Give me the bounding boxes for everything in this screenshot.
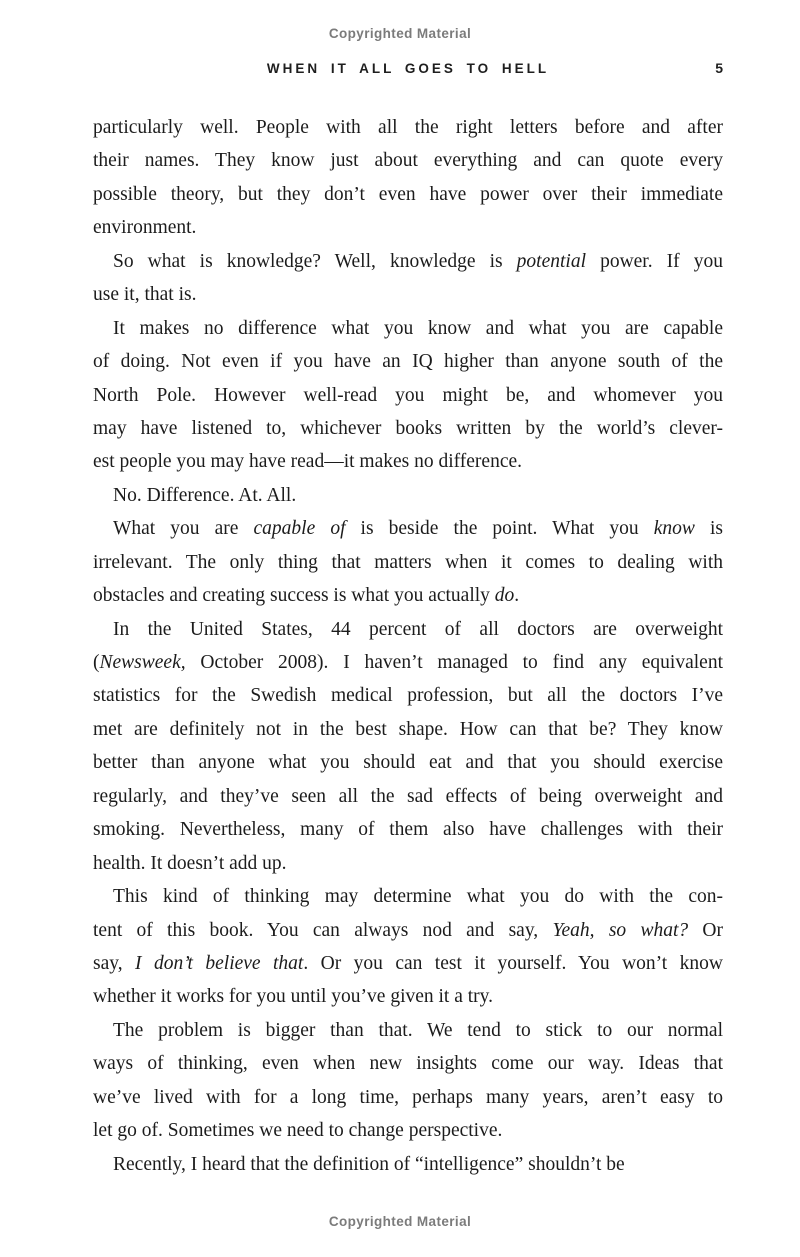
text-line [93,312,723,345]
text-line [93,914,723,947]
text-line [93,613,723,646]
text-line [93,1047,723,1080]
text-segment: . Or you can test it yourself. You won’t know [303,952,723,974]
text-segment: North Pole. However well-read you might be, and whomever you [93,384,723,406]
text-segment: ways of thinking, even when new insights come our way. Ideas that [93,1053,723,1075]
text-line [93,379,723,412]
copyright-notice-bottom: Copyrighted Material [328,1214,472,1229]
text-line [93,245,723,278]
running-header [93,61,723,77]
text-segment: particularly well. People with all the right letters before and after [93,117,723,138]
text-line [93,1114,723,1147]
text-segment: The problem is bigger than that. We tend to stick to our normal [113,1019,723,1041]
text-segment: est people you may have read—it makes no difference. [93,451,523,473]
text-segment: smoking. Nevertheless, many of them also have challenges with their [93,819,723,841]
text-line [93,178,723,211]
text-segment: is [694,518,723,540]
text-segment: Recently, I heard that the definition of “intelligence” shouldn’t be [113,1153,625,1175]
text-line [93,646,723,679]
text-segment-italic: Yeah, so what? [552,919,689,941]
text-line [93,144,723,177]
chapter-title: WHEN IT ALL GOES TO HELL [266,61,550,76]
text-segment: In the United States, 44 percent of all doctors are overweight [113,618,723,640]
text-line [93,546,723,579]
text-segment: . [514,585,520,607]
text-segment: environment. [93,217,197,239]
text-segment: No. Difference. At. All. [113,484,297,506]
text-segment: obstacles and creating success is what you actually [93,585,495,607]
text-segment: health. It doesn’t add up. [93,852,287,874]
text-line [93,412,723,445]
text-line [93,111,723,144]
text-segment: It makes no difference what you know and what you are capable [113,317,723,339]
text-segment: ( [93,652,100,673]
text-segment-italic: I don’t believe that [135,952,304,974]
text-line [93,211,723,244]
text-segment: irrelevant. The only thing that matters when it comes to dealing with [93,551,723,573]
text-segment: better than anyone what you should eat and that you should exercise [93,752,723,774]
text-segment-italic: potential [516,250,586,272]
text-line [93,278,723,311]
page-number: 5 [715,60,723,76]
text-segment: What you are [113,518,254,540]
text-line [93,980,723,1013]
text-segment: This kind of thinking may determine what you do with the con- [113,886,723,908]
copyright-notice-top: Copyrighted Material [328,26,472,41]
text-segment: let go of. Sometimes we need to change perspective. [93,1120,503,1142]
text-line [93,479,723,512]
text-line [93,1081,723,1114]
text-segment-italic: do [494,585,515,607]
text-segment-italic: Newsweek, [99,652,186,673]
text-segment: power. If you [586,250,723,272]
text-line [93,1148,723,1181]
text-segment: of doing. Not even if you have an IQ higher than anyone south of the [93,351,723,373]
text-segment: tent of this book. You can always nod and say, [93,919,553,941]
text-line [93,847,723,880]
text-segment: use it, that is. [93,284,197,306]
text-line [93,345,723,378]
text-segment-italic: know [653,518,695,540]
text-segment: So what is knowledge? Well, knowledge is [113,250,517,272]
text-segment-italic: capable of [253,518,346,540]
text-segment: their names. They know just about everything and can quote every [93,150,723,172]
text-segment: regularly, and they’ve seen all the sad effects of being overweight and [93,785,723,807]
text-line [93,746,723,779]
text-segment: statistics for the Swedish medical profession, but all the doctors I’ve [93,685,723,707]
text-line [93,813,723,846]
text-segment: whether it works for you until you’ve given it a try. [93,986,494,1008]
text-segment: is beside the point. What you [345,518,654,540]
body-text [93,111,723,1181]
text-line [93,1014,723,1047]
text-line [93,445,723,478]
text-line [93,579,723,612]
text-segment: we’ve lived with for a long time, perhaps many years, aren’t easy to [93,1086,723,1108]
text-line [93,880,723,913]
text-line [93,947,723,980]
text-segment: possible theory, but they don’t even have power over their immediate [93,183,723,205]
text-segment: October 2008). I haven’t managed to find any equivalent [185,652,723,673]
text-segment: met are definitely not in the best shape. How can that be? They know [93,718,723,740]
text-line [93,780,723,813]
text-segment: Or [688,919,723,941]
text-segment: may have listened to, whichever books written by the world’s clever- [93,417,723,439]
text-line [93,713,723,746]
text-segment: say, [93,952,136,974]
text-line [93,679,723,712]
text-line [93,512,723,545]
